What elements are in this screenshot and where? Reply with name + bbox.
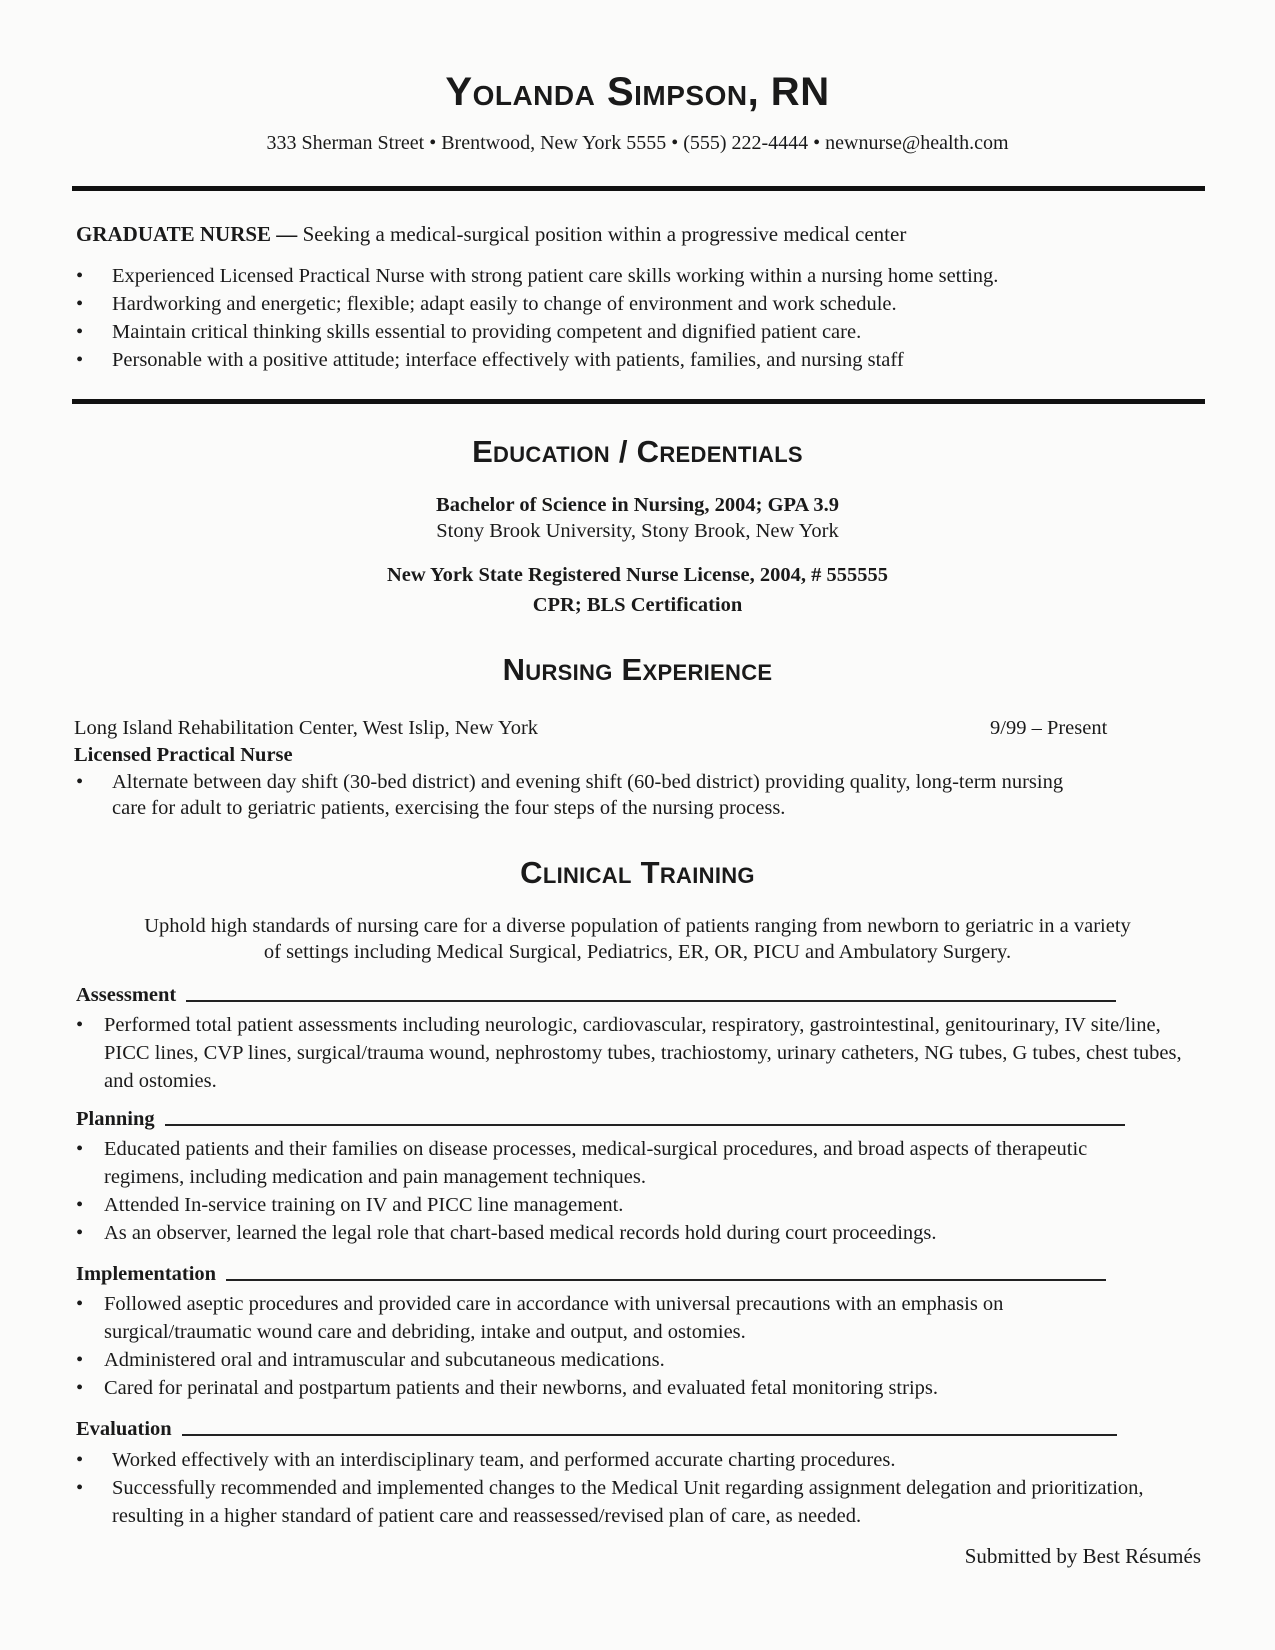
assessment-rule xyxy=(186,1000,1116,1002)
degree: Bachelor of Science in Nursing, 2004; GPA 3.9 xyxy=(436,494,839,516)
planning-list xyxy=(76,1135,1106,1247)
header-divider xyxy=(72,186,1205,191)
education-title: Education / Credentials xyxy=(472,434,803,469)
list-item: • Experienced Licensed Practical Nurse with strong patient care skills working within a nursing home setting. xyxy=(76,262,1196,290)
certification: CPR; BLS Certification xyxy=(532,594,743,616)
school: Stony Brook University, Stony Brook, New York xyxy=(436,520,839,542)
implementation-label: Implementation xyxy=(76,1263,217,1285)
clinical-intro-1: Uphold high standards of nursing care for a diverse population of patients ranging from newborn to geriatric in a variety xyxy=(144,915,1131,937)
list-item: • Administered oral and intramuscular and subcutaneous medications. xyxy=(76,1346,1126,1374)
experience-bullet: • xyxy=(76,771,84,793)
evaluation-list xyxy=(76,1446,1156,1530)
clinical-intro-2: of settings including Medical Surgical, Pediatrics, ER, OR, PICU and Ambulatory Surgery. xyxy=(263,941,1012,963)
objective-text: Seeking a medical-surgical position within a progressive medical center xyxy=(297,222,907,246)
employment-dates: 9/99 – Present xyxy=(990,717,1108,739)
assessment-heading xyxy=(76,984,1126,1007)
list-item: • Performed total patient assessments including neurologic, cardiovascular, respiratory, gastrointestinal, genitourinary, IV site/line, PICC lines, CVP lines, surgical/trauma wound, nephrostomy tubes, trachiostomy, urinary catheters, NG tubes, G tubes, chest tubes, and ostomies. xyxy=(76,1011,1186,1095)
implementation-rule xyxy=(226,1279,1106,1281)
list-item: • As an observer, learned the legal role that chart-based medical records hold during court proceedings. xyxy=(76,1219,1106,1247)
list-item: • Maintain critical thinking skills essential to providing competent and dignified patient care. xyxy=(76,318,1196,346)
implementation-heading xyxy=(76,1263,1126,1286)
planning-rule xyxy=(165,1124,1125,1126)
employer: Long Island Rehabilitation Center, West Islip, New York xyxy=(74,717,539,739)
clinical-title: Clinical Training xyxy=(520,855,755,890)
list-item: • Hardworking and energetic; flexible; adapt easily to change of environment and work schedule. xyxy=(76,290,1196,318)
planning-heading xyxy=(76,1108,1126,1131)
planning-label: Planning xyxy=(76,1108,155,1130)
evaluation-rule xyxy=(182,1434,1117,1436)
contact-info: 333 Sherman Street • Brentwood, New York 5555 • (555) 222-4444 • newnurse@health.com xyxy=(266,132,1009,154)
objective-label: GRADUATE NURSE — xyxy=(76,222,298,246)
license: New York State Registered Nurse License, 2004, # 555555 xyxy=(386,564,889,586)
candidate-name: Yolanda Simpson, RN xyxy=(445,70,830,114)
list-item: • Attended In-service training on IV and PICC line management. xyxy=(76,1191,1106,1219)
list-item: • Educated patients and their families on disease processes, medical-surgical procedures, and broad aspects of therapeutic regimens, including medication and pain management techniques. xyxy=(76,1135,1106,1191)
assessment-list xyxy=(76,1011,1186,1095)
footer-credit: Submitted by Best Résumés xyxy=(964,1544,1201,1568)
objective xyxy=(76,222,906,247)
assessment-label: Assessment xyxy=(76,984,177,1006)
summary-list xyxy=(76,262,1196,374)
list-item: • Successfully recommended and implemented changes to the Medical Unit regarding assignment delegation and prioritization, resulting in a higher standard of patient care and reassessed/revised plan of care, as needed. xyxy=(76,1474,1156,1530)
list-item: • Cared for perinatal and postpartum patients and their newborns, and evaluated fetal monitoring strips. xyxy=(76,1374,1126,1402)
list-item: • Personable with a positive attitude; interface effectively with patients, families, and nursing staff xyxy=(76,346,1196,374)
list-item: • Worked effectively with an interdisciplinary team, and performed accurate charting procedures. xyxy=(76,1446,1156,1474)
job-role: Licensed Practical Nurse xyxy=(74,744,293,766)
summary-divider xyxy=(72,399,1205,404)
implementation-list xyxy=(76,1290,1126,1402)
list-item: • Followed aseptic procedures and provided care in accordance with universal precautions with an emphasis on surgical/traumatic wound care and debriding, intake and output, and ostomies. xyxy=(76,1290,1126,1346)
experience-title: Nursing Experience xyxy=(502,652,773,687)
experience-line-2: care for adult to geriatric patients, exercising the four steps of the nursing process. xyxy=(112,797,786,819)
evaluation-heading xyxy=(76,1418,1126,1441)
experience-line-1: Alternate between day shift (30-bed district) and evening shift (60-bed district) providing quality, long-term nursing xyxy=(112,771,1064,793)
evaluation-label: Evaluation xyxy=(76,1418,172,1440)
